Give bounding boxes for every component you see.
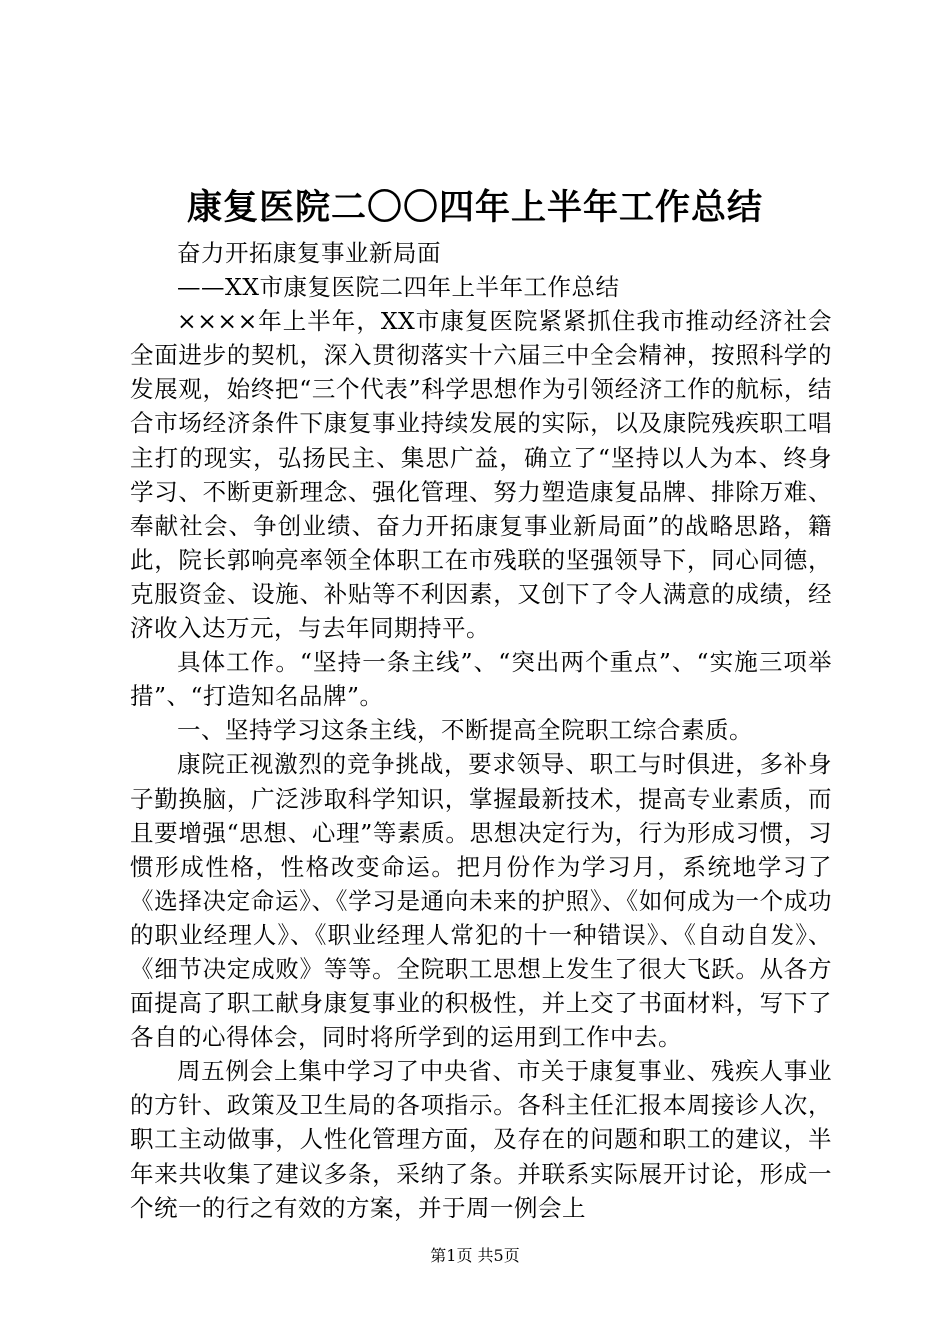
paragraph-weekly-meeting: 周五例会上集中学习了中央省、市关于康复事业、残疾人事业的方针、政策及卫生局的各项指示。各科主任汇报本周接诊人次，职工主动做事，人性化管理方面，及存在的问题和职工的建议，半年来共收集了建议多条，采纳了条。并联系实际展开讨论，形成一个统一的行之有效的方案，并于周一例会上 — [130, 1057, 832, 1222]
document-body — [130, 236, 832, 1225]
paragraph-learning: 康院正视激烈的竞争挑战，要求领导、职工与时俱进，多补身子勤换脑，广泛涉取科学知识，掌握最新技术，提高专业素质，而且要增强“思想、心理”等素质。思想决定行为，行为形成习惯，习惯形成性格，性格改变命运。把月份作为学习月，系统地学习了《选择决定命运》、《学习是通向未来的护照》、《如何成为一个成功的职业经理人》、《职业经理人常犯的十一种错误》、《自动自发》、《细节决定成败》等等。全院职工思想上发生了很大飞跃。从各方面提高了职工献身康复事业的积极性，并上交了书面材料，写下了各自的心得体会，同时将所学到的运用到工作中去。 — [130, 750, 832, 1052]
subtitle: 奋力开拓康复事业新局面 — [177, 239, 441, 267]
document-title: 康复医院二〇〇四年上半年工作总结 — [186, 188, 763, 228]
sub-subtitle: ——XX市康复医院二四年上半年工作总结 — [177, 273, 620, 302]
page-number-footer: 第1页 共5页 — [430, 1246, 520, 1265]
paragraph-specific-work: 具体工作。“坚持一条主线”、“突出两个重点”、“实施三项举措”、“打造知名品牌”。 — [130, 648, 832, 711]
section-heading-1: 一、坚持学习这条主线，不断提高全院职工综合素质。 — [177, 716, 753, 745]
paragraph-intro: ××××年上半年，XX市康复医院紧紧抓住我市推动经济社会全面进步的契机，深入贯彻落实十六届三中全会精神，按照科学的发展观，始终把“三个代表”科学思想作为引领经济工作的航标，结合市场经济条件下康复事业持续发展的实际，以及康院残疾职工唱主打的现实，弘扬民主、集思广益，确立了“坚持以人为本、终身学习、不断更新理念、强化管理、努力塑造康复品牌、排除万难、奉献社会、争创业绩、奋力开拓康复事业新局面”的战略思路，籍此，院长郭响亮率领全体职工在市残联的坚强领导下，同心同德，克服资金、设施、补贴等不利因素，又创下了令人满意的成绩，经济收入达万元，与去年同期持平。 — [130, 307, 832, 643]
